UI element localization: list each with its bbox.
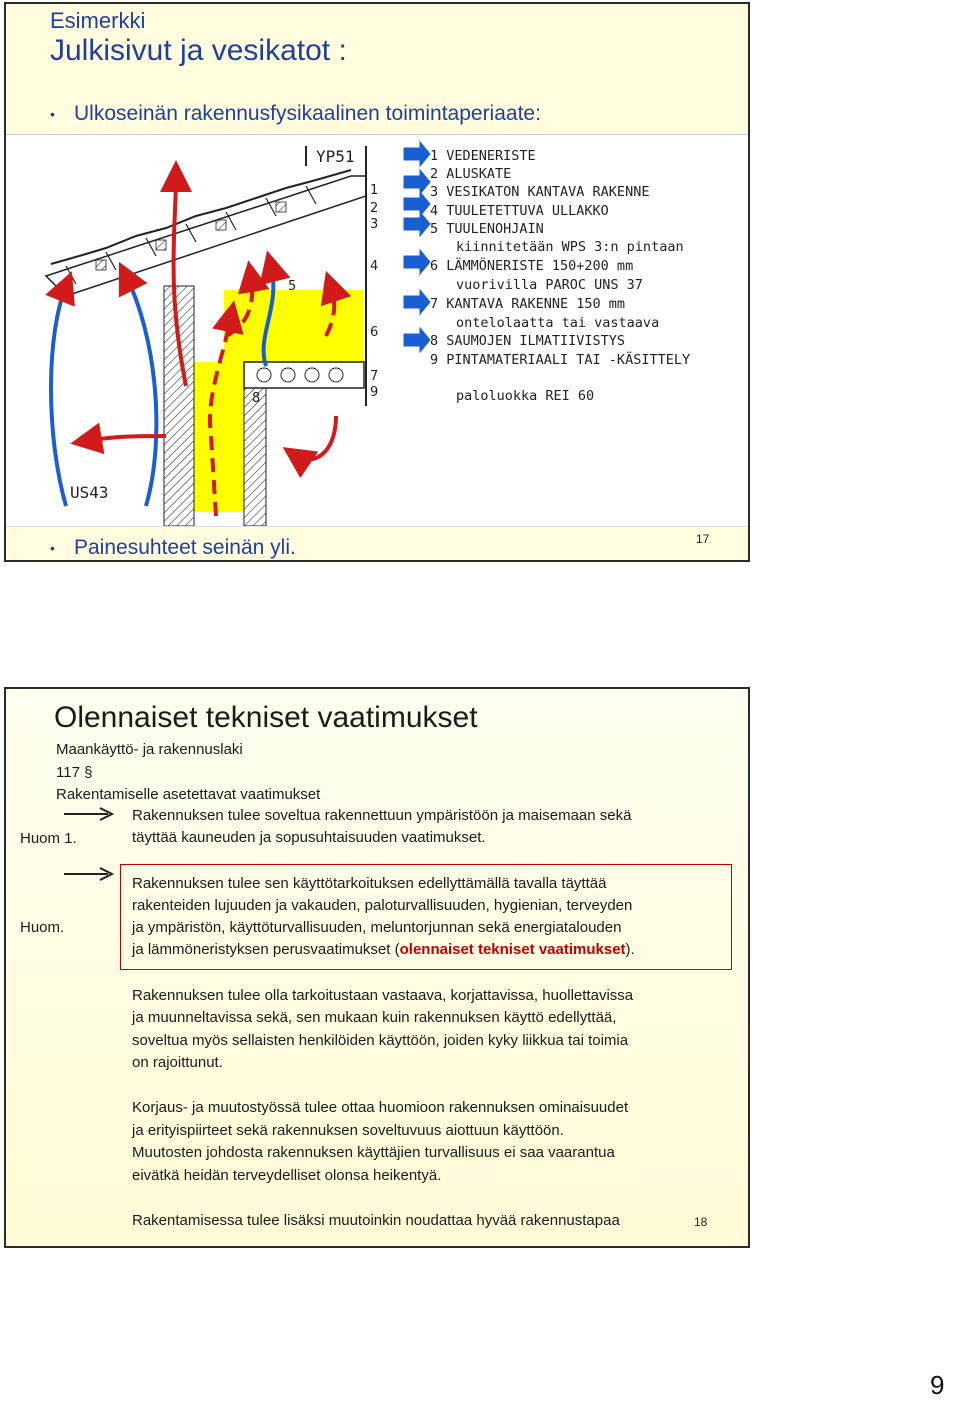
paragraph-line: eivätkä heidän terveydelliset olonsa heikentyä. [132,1167,442,1184]
arrow-icon [64,867,114,881]
legend-line: 1 VEDENERISTE [430,148,536,164]
paragraph-text: ja lämmöneristyksen perusvaatimukset ( [132,941,400,958]
paragraph-line: Rakennuksen tulee sen käyttötarkoituksen edellyttämällä tavalla täyttää [132,875,607,892]
slide-title: Julkisivut ja vesikatot : [50,34,347,67]
legend-line: 7 KANTAVA RAKENNE 150 mm [430,296,626,312]
legend-line: 8 SAUMOJEN ILMATIIVISTYS [430,333,626,349]
figure-label-yp51: YP51 [316,147,355,166]
legend-line: 2 ALUSKATE [430,166,512,182]
note-label: Huom 1. [20,830,77,847]
legend-line: ontelolaatta tai vastaava [456,315,660,331]
side-number: 9 [370,385,379,400]
paragraph-line: soveltua myös sellaisten henkilöiden käyttöön, joiden kyky liikkua tai toimia [132,1032,629,1049]
slide-title: Olennaiset tekniset vaatimukset [54,701,478,734]
side-number: 6 [370,325,379,340]
legend-line: vuorivilla PAROC UNS 37 [456,277,643,293]
paragraph-text: ). [625,941,635,958]
side-number: 5 [288,279,297,294]
bullet-text: Painesuhteet seinän yli. [74,536,296,559]
side-number: 3 [370,217,379,232]
side-number: 8 [252,391,261,406]
emphasis-text: olennaiset tekniset vaatimukset [399,941,626,958]
side-number: 1 [370,183,379,198]
paragraph-line: Rakentamisessa tulee lisäksi muutoinkin noudattaa hyvää rakennustapaa [132,1212,620,1229]
slide-page-number: 17 [696,532,710,546]
wall-section-figure [6,136,748,526]
legend-line: 5 TUULENOHJAIN [430,221,544,237]
paragraph-line: Rakennuksen tulee soveltua rakennettuun ympäristöön ja maisemaan sekä [132,807,632,824]
insulation-wall [194,362,244,512]
section-number: 117 § [56,764,93,781]
paragraph-line: on rajoittunut. [132,1054,223,1071]
legend-line: paloluokka REI 60 [456,388,595,404]
side-number: 7 [370,369,379,384]
paragraph-line: täyttää kauneuden ja sopusuhtaisuuden vaatimukset. [132,829,486,846]
paragraph-line: ja muunneltavissa sekä, sen mukaan kuin rakennuksen käyttö edellyttää, [132,1009,617,1026]
paragraph-line: ja ympäristön, käyttöturvallisuuden, meluntorjunnan sekä energiatalouden [132,919,622,936]
slide-header [6,4,748,135]
bullet-icon: • [50,106,55,123]
construction-drawing [6,136,748,527]
side-number: 4 [370,259,379,274]
bullet-text: Ulkoseinän rakennusfysikaalinen toimintaperiaate: [74,102,541,125]
legend-line: 6 LÄMMÖNERISTE 150+200 mm [430,258,634,274]
paragraph-line-with-emphasis [132,941,635,958]
insulation-top [224,290,364,362]
arrow-icon [64,807,114,821]
subheading: Rakentamiselle asetettavat vaatimukset [56,786,321,803]
paragraph-line: Muutosten johdosta rakennuksen käyttäjien turvallisuus ei saa vaarantua [132,1144,615,1161]
bullet-icon: • [50,540,55,557]
legend-line: 3 VESIKATON KANTAVA RAKENNE [430,184,650,200]
page-number: 9 [930,1370,945,1400]
paragraph-line: Rakennuksen tulee olla tarkoitustaan vastaava, korjattavissa, huollettavissa [132,987,634,1004]
bullet-item [50,102,541,126]
legend-line: kiinnitetään WPS 3:n pintaan [456,239,684,255]
paragraph-line: rakenteiden lujuuden ja vakauden, paloturvallisuuden, hygienian, terveyden [132,897,633,914]
law-name: Maankäyttö- ja rakennuslaki [56,741,243,758]
bullet-item [50,536,296,560]
paragraph-line: ja erityispiirteet sekä rakennuksen soveltuvuus aiottuun käyttöön. [132,1122,564,1139]
slide-17 [4,2,750,562]
legend-line: 9 PINTAMATERIAALI TAI -KÄSITTELY [430,352,691,368]
slide-kicker: Esimerkki [50,8,146,33]
slide-18 [4,687,750,1248]
note-label: Huom. [20,919,65,936]
figure-label-us43: US43 [70,483,109,502]
legend-line: 4 TUULETETTUVA ULLAKKO [430,203,609,219]
paragraph-line: Korjaus- ja muutostyössä tulee ottaa huomioon rakennuksen ominaisuudet [132,1099,629,1116]
side-number: 2 [370,201,379,216]
slide-page-number: 18 [694,1215,708,1229]
